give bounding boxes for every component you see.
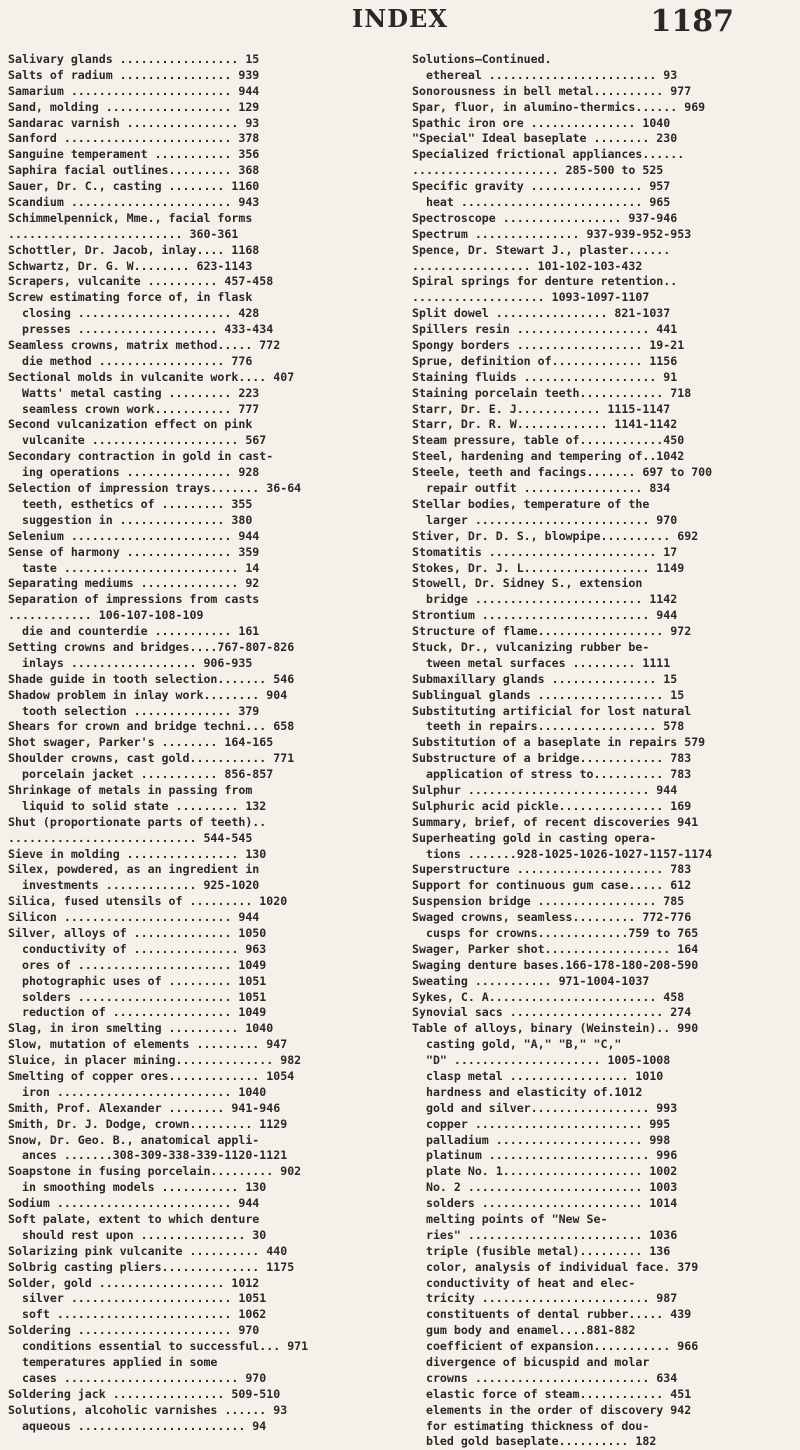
index-entry: teeth, esthetics of ......... 355	[8, 496, 253, 511]
index-entry: Sodium ......................... 944	[8, 1196, 260, 1211]
index-entry: Substituting artificial for lost natural	[412, 703, 692, 718]
index-entry: Schottler, Dr. Jacob, inlay.... 1168	[8, 242, 260, 257]
index-entry: heat .......................... 965	[412, 195, 671, 210]
index-entry: ries" ......................... 1036	[412, 1227, 678, 1242]
index-entry: Swaging denture bases.166-178-180-208-590	[412, 957, 699, 972]
index-entry: Substitution of a baseplate in repairs 579	[412, 735, 706, 750]
page-number: 1187	[650, 4, 734, 39]
index-entry: Starr, Dr. R. W............. 1141-1142	[412, 417, 678, 432]
index-entry: Shrinkage of metals in passing from	[8, 782, 253, 797]
index-entry: Smith, Prof. Alexander ........ 941-946	[8, 1100, 281, 1115]
index-entry: closing ...................... 428	[8, 306, 260, 321]
index-entry: Shadow problem in inlay work........ 904	[8, 687, 288, 702]
index-entry: Soapstone in fusing porcelain......... 902	[8, 1164, 302, 1179]
index-entry: taste ......................... 14	[8, 560, 260, 575]
index-entry: Saphira facial outlines......... 368	[8, 163, 260, 178]
index-entry: inlays .................. 906-935	[8, 655, 253, 670]
index-entry: Sanford ........................ 378	[8, 131, 260, 146]
index-entry: hardness and elasticity of.1012	[412, 1084, 643, 1099]
index-entry: for estimating thickness of dou-	[412, 1418, 650, 1433]
index-entry: Schimmelpennick, Mme., facial forms	[8, 210, 253, 225]
index-entry: Steel, hardening and tempering of..1042	[412, 449, 685, 464]
index-entry: Selenium ....................... 944	[8, 528, 260, 543]
index-entry: Sieve in molding ................ 130	[8, 846, 267, 861]
index-entry: Sulphuric acid pickle............... 169	[412, 798, 692, 813]
index-entry: iron ......................... 1040	[8, 1084, 267, 1099]
index-entry: Solutions, alcoholic varnishes ...... 93	[8, 1402, 288, 1417]
index-entry: Seamless crowns, matrix method..... 772	[8, 338, 281, 353]
index-entry: Suspension bridge ................. 785	[412, 894, 685, 909]
index-entry: larger ......................... 970	[412, 512, 678, 527]
index-entry: crowns ......................... 634	[412, 1370, 678, 1385]
index-entry: ......................... 360-361	[8, 226, 239, 241]
index-entry: die method .................. 776	[8, 353, 253, 368]
index-entry: ............ 106-107-108-109	[8, 608, 204, 623]
index-entry: porcelain jacket ........... 856-857	[8, 767, 274, 782]
index-entry: Solarizing pink vulcanite .......... 440	[8, 1243, 288, 1258]
index-entry: bled gold baseplate.......... 182	[412, 1434, 657, 1449]
index-entry: ores of ...................... 1049	[8, 957, 267, 972]
index-entry: Watts' metal casting ......... 223	[8, 385, 260, 400]
page-title: INDEX	[352, 4, 448, 33]
index-entry: Spathic iron ore ............... 1040	[412, 115, 671, 130]
index-entry: Shoulder crowns, cast gold........... 771	[8, 751, 295, 766]
index-entry: Strontium ........................ 944	[412, 608, 678, 623]
index-entry: Sluice, in placer mining.............. 982	[8, 1053, 302, 1068]
index-entry: Sweating ........... 971-1004-1037	[412, 973, 650, 988]
index-entry: temperatures applied in some	[8, 1355, 218, 1370]
index-entry: coefficient of expansion........... 966	[412, 1339, 699, 1354]
index-entry: repair outfit ................. 834	[412, 481, 671, 496]
index-entry: Separation of impressions from casts	[8, 592, 260, 607]
index-entry: Salivary glands ................. 15	[8, 52, 260, 66]
index-entry: Sand, molding .................. 129	[8, 99, 260, 114]
index-entry: Specialized frictional appliances......	[412, 147, 685, 162]
index-entry: Stellar bodies, temperature of the	[412, 496, 650, 511]
index-entry: Specific gravity ................ 957	[412, 179, 671, 194]
index-entry: in smoothing models ........... 130	[8, 1180, 267, 1195]
index-entry: triple (fusible metal)......... 136	[412, 1243, 671, 1258]
index-entry: Secondary contraction in gold in cast-	[8, 449, 274, 464]
index-entry: solders ....................... 1014	[412, 1196, 678, 1211]
index-entry: Stiver, Dr. D. S., blowpipe.......... 692	[412, 528, 699, 543]
index-entry: Sanguine temperament ........... 356	[8, 147, 260, 162]
index-entry: Snow, Dr. Geo. B., anatomical appli-	[8, 1132, 260, 1147]
index-entry: Sonorousness in bell metal.......... 977	[412, 83, 692, 98]
index-entry: tween metal surfaces ......... 1111	[412, 655, 671, 670]
index-entry: conditions essential to successful... 971	[8, 1339, 309, 1354]
index-entry: clasp metal ................. 1010	[412, 1069, 664, 1083]
index-entry: "Special" Ideal baseplate ........ 230	[412, 131, 678, 146]
index-entry: Stomatitis ........................ 17	[412, 544, 678, 559]
index-entry: Schwartz, Dr. G. W........ 623-1143	[8, 258, 253, 273]
index-entry: Spence, Dr. Stewart J., plaster......	[412, 242, 671, 257]
index-entry: investments ............. 925-1020	[8, 878, 260, 893]
index-entry: application of stress to.......... 783	[412, 767, 692, 782]
index-entry: Summary, brief, of recent discoveries 941	[412, 814, 699, 829]
index-entry: soft ......................... 1062	[8, 1307, 267, 1322]
index-entry: vulcanite ..................... 567	[8, 433, 267, 448]
index-entry: Stokes, Dr. J. L.................. 1149	[412, 560, 685, 575]
index-entry: gold and silver................. 993	[412, 1100, 678, 1115]
index-entry: photographic uses of ......... 1051	[8, 973, 267, 988]
index-entry: Silex, powdered, as an ingredient in	[8, 862, 260, 877]
index-entry: Scandium ....................... 943	[8, 195, 260, 210]
index-entry: Setting crowns and bridges....767-807-826	[8, 639, 295, 654]
index-entry: Silver, alloys of .............. 1050	[8, 925, 267, 940]
index-entry: Solbrig casting pliers.............. 1175	[8, 1259, 295, 1274]
index-entry: suggestion in ............... 380	[8, 512, 253, 527]
index-entry: Sectional molds in vulcanite work.... 407	[8, 369, 295, 384]
index-entry: Steele, teeth and facings....... 697 to 700	[412, 465, 713, 480]
index-entry: Staining porcelain teeth............ 718	[412, 385, 692, 400]
index-entry: Sykes, C. A........................ 458	[412, 989, 685, 1004]
index-entry: Swaged crowns, seamless......... 772-776	[412, 910, 692, 925]
index-entry: Support for continuous gum case..... 612	[412, 878, 692, 893]
index-entry: Slag, in iron smelting .......... 1040	[8, 1021, 274, 1036]
index-entry: Spongy borders .................. 19-21	[412, 338, 685, 353]
index-entry: elements in the order of discovery 942	[412, 1402, 692, 1417]
index-entry: Scrapers, vulcanite .......... 457-458	[8, 274, 274, 289]
index-entry: conductivity of ............... 963	[8, 941, 267, 956]
index-entry: Soldering ...................... 970	[8, 1323, 260, 1338]
index-entry: Second vulcanization effect on pink	[8, 417, 253, 432]
index-entry: Steam pressure, table of............450	[412, 433, 685, 448]
index-entry: tions .......928-1025-1026-1027-1157-1174	[412, 846, 713, 861]
index-entry: Smith, Dr. J. Dodge, crown......... 1129	[8, 1116, 288, 1131]
index-entry: color, analysis of individual face. 379	[412, 1259, 699, 1274]
index-entry: plate No. 1.................... 1002	[412, 1164, 678, 1179]
index-entry: liquid to solid state ......... 132	[8, 798, 267, 813]
index-entry: Superheating gold in casting opera-	[412, 830, 657, 845]
index-entry: Superstructure ..................... 783	[412, 862, 692, 877]
index-entry: gum body and enamel....881-882	[412, 1323, 636, 1338]
index-entry: Sandarac varnish ................ 93	[8, 115, 260, 130]
index-entry: No. 2 ......................... 1003	[412, 1180, 678, 1195]
index-entry: elastic force of steam............ 451	[412, 1386, 692, 1401]
index-entry: Sublingual glands .................. 15	[412, 687, 685, 702]
index-entry: reduction of ................. 1049	[8, 1005, 267, 1020]
index-entry: Shears for crown and bridge techni... 658	[8, 719, 295, 734]
index-entry: aqueous ........................ 94	[8, 1418, 267, 1433]
index-entry: seamless crown work........... 777	[8, 401, 260, 416]
index-entry: die and counterdie ........... 161	[8, 624, 260, 639]
page-header	[0, 4, 800, 44]
index-entry: constituents of dental rubber..... 439	[412, 1307, 692, 1322]
index-entry: Table of alloys, binary (Weinstein).. 990	[412, 1021, 699, 1036]
index-entry: tricity ........................ 987	[412, 1291, 678, 1306]
index-entry: Shut (proportionate parts of teeth)..	[8, 814, 267, 829]
index-entry: ................... 1093-1097-1107	[412, 290, 650, 305]
index-entry: Structure of flame.................. 972	[412, 624, 692, 639]
index-entry: solders ...................... 1051	[8, 989, 267, 1004]
index-entry: Silicon ........................ 944	[8, 910, 260, 925]
index-entry: Samarium ....................... 944	[8, 83, 260, 98]
index-entry: Spillers resin ................... 441	[412, 322, 678, 337]
index-entry: Stowell, Dr. Sidney S., extension	[412, 576, 643, 591]
index-entry: Sense of harmony ............... 359	[8, 544, 260, 559]
index-entry: melting points of "New Se-	[412, 1212, 608, 1227]
index-entry: divergence of bicuspid and molar	[412, 1355, 650, 1370]
index-entry: cases ......................... 970	[8, 1370, 267, 1385]
index-entry: presses .................... 433-434	[8, 322, 274, 337]
index-entry: tooth selection .............. 379	[8, 703, 260, 718]
index-entry: ..................... 285-500 to 525	[412, 163, 664, 178]
index-entry: Substructure of a bridge............ 783	[412, 751, 692, 766]
index-entry: Staining fluids ................... 91	[412, 369, 678, 384]
index-entry: Screw estimating force of, in flask	[8, 290, 253, 305]
index-entry: Spectroscope ................. 937-946	[412, 210, 678, 225]
index-column-left	[8, 52, 382, 1434]
index-entry: Selection of impression trays....... 36-64	[8, 481, 302, 496]
index-entry: Spar, fluor, in alumino-thermics...... 969	[412, 99, 706, 114]
index-entry: ethereal ........................ 93	[412, 67, 678, 82]
index-entry: ................. 101-102-103-432	[412, 258, 643, 273]
index-entry: Sauer, Dr. C., casting ........ 1160	[8, 179, 260, 194]
index-entry: Soldering jack ................ 509-510	[8, 1386, 281, 1401]
index-entry: casting gold, "A," "B," "C,"	[412, 1037, 622, 1052]
index-entry: Shade guide in tooth selection....... 546	[8, 671, 295, 686]
index-entry: teeth in repairs................. 578	[412, 719, 685, 734]
index-entry: Shot swager, Parker's ........ 164-165	[8, 735, 274, 750]
index-entry: Submaxillary glands ............... 15	[412, 671, 678, 686]
index-entry: ........................... 544-545	[8, 830, 253, 845]
index-entry: Salts of radium ................ 939	[8, 67, 260, 82]
index-entry: "D" ..................... 1005-1008	[412, 1053, 671, 1068]
index-entry: Silica, fused utensils of ......... 1020	[8, 894, 288, 909]
index-entry: Starr, Dr. E. J............ 1115-1147	[412, 401, 671, 416]
index-entry: bridge ........................ 1142	[412, 592, 678, 607]
index-entry: Sprue, definition of............. 1156	[412, 353, 678, 368]
index-entry: Split dowel ................ 821-1037	[412, 306, 671, 321]
index-entry: Spiral springs for denture retention..	[412, 274, 678, 289]
index-entry: Stuck, Dr., vulcanizing rubber be-	[412, 639, 650, 654]
index-entry: Solder, gold .................. 1012	[8, 1275, 260, 1290]
index-column-right	[412, 52, 786, 1450]
index-entry: Swager, Parker shot.................. 164	[412, 941, 699, 956]
index-entry: palladium ..................... 998	[412, 1132, 671, 1147]
index-entry: should rest upon ............... 30	[8, 1227, 267, 1242]
index-entry: Solutions—Continued.	[412, 52, 552, 66]
index-entry: copper ........................ 995	[412, 1116, 671, 1131]
index-entry: Spectrum ............... 937-939-952-953	[412, 226, 692, 241]
index-entry: platinum ....................... 996	[412, 1148, 678, 1163]
index-entry: conductivity of heat and elec-	[412, 1275, 636, 1290]
index-entry: ances .......308-309-338-339-1120-1121	[8, 1148, 288, 1163]
index-entry: Soft palate, extent to which denture	[8, 1212, 260, 1227]
index-entry: cusps for crowns.............759 to 765	[412, 925, 699, 940]
index-entry: Sulphur .......................... 944	[412, 782, 678, 797]
index-entry: Separating mediums .............. 92	[8, 576, 260, 591]
index-entry: Synovial sacs ...................... 274	[412, 1005, 692, 1020]
index-entry: silver ....................... 1051	[8, 1291, 267, 1306]
index-entry: ing operations ............... 928	[8, 465, 260, 480]
index-entry: Slow, mutation of elements ......... 947	[8, 1037, 288, 1052]
index-entry: Smelting of copper ores............. 1054	[8, 1069, 295, 1083]
